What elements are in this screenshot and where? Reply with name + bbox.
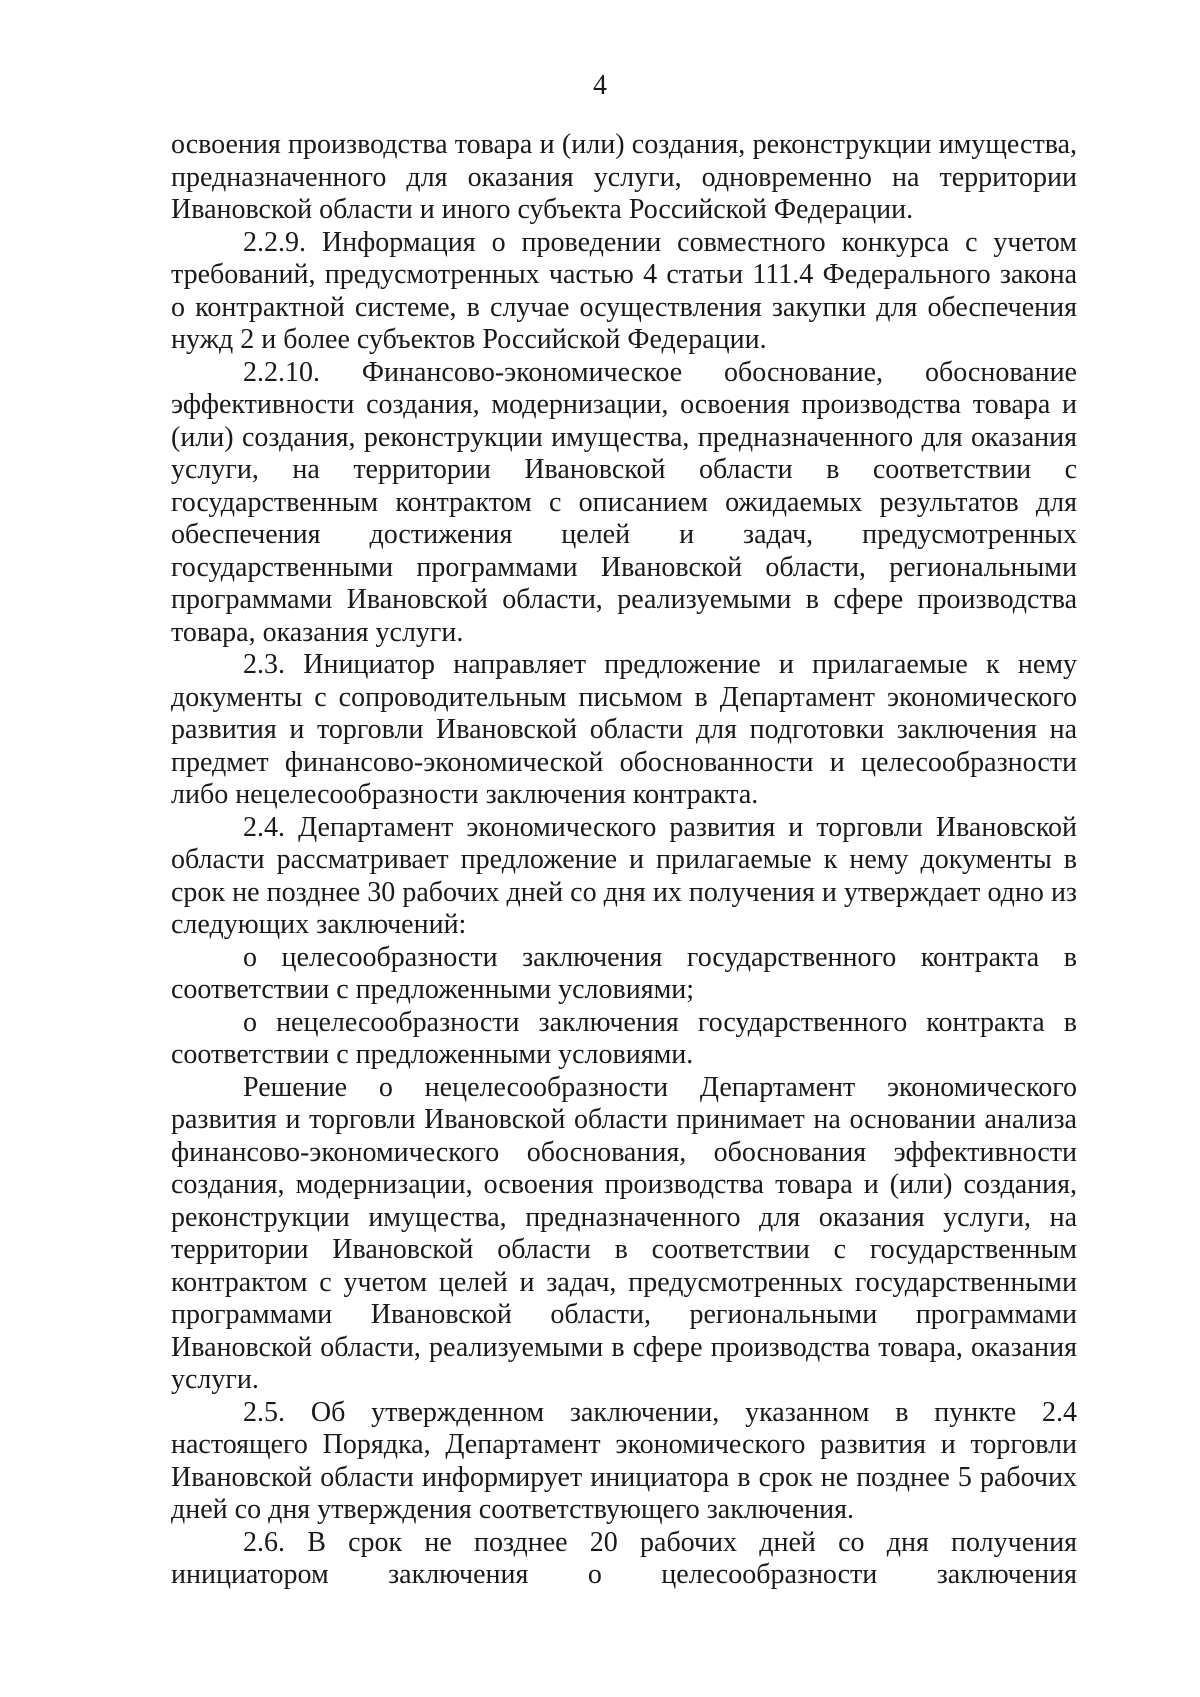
document-body (171, 129, 1077, 1592)
paragraph-2-3: 2.3. Инициатор направляет предложение и прилагаемые к нему документы с сопроводительным письмом в Департамент экономического развития и торговли Ивановской области для подготовки заключения на предмет финансово-экономической обоснованности и целесообразности либо нецелесообразности заключения контракта. (171, 649, 1077, 810)
paragraph-conclusion-expedient: о целесообразности заключения государственного контракта в соответствии с предложенными условиями; (171, 941, 1077, 1005)
paragraph-continuation: освоения производства товара и (или) создания, реконструкции имущества, предназначенного для оказания услуги, одновременно на территории Ивановской области и иного субъекта Российской Федерации. (171, 129, 1077, 225)
paragraph-2-6: 2.6. В срок не позднее 20 рабочих дней со дня получения инициатором заключения о целесообразности заключения (171, 1526, 1077, 1590)
paragraph-2-2-10: 2.2.10. Финансово-экономическое обоснование, обоснование эффективности создания, модернизации, освоения производства товара и (или) создания, реконструкции имущества, предназначенного для оказания услуги, на территории Ивановской области в соответствии с государственным контрактом с описанием ожидаемых результатов для обеспечения достижения целей и задач, предусмотренных государственными программами Ивановской области, региональными программами Ивановской области, реализуемыми в сфере производства товара, оказания услуги. (171, 356, 1077, 648)
paragraph-conclusion-inexpedient: о нецелесообразности заключения государственного контракта в соответствии с предложенными условиями. (171, 1006, 1077, 1070)
paragraph-2-5: 2.5. Об утвержденном заключении, указанном в пункте 2.4 настоящего Порядка, Департамент экономического развития и торговли Ивановской области информирует инициатора в срок не позднее 5 рабочих дней со дня утверждения соответствующего заключения. (171, 1396, 1077, 1525)
page-number: 4 (593, 70, 607, 101)
paragraph-2-2-9: 2.2.9. Информация о проведении совместного конкурса с учетом требований, предусмотренных частью 4 статьи 111.4 Федерального закона о контрактной системе, в случае осуществления закупки для обеспечения нужд 2 и более субъектов Российской Федерации. (171, 226, 1077, 355)
paragraph-decision: Решение о нецелесообразности Департамент экономического развития и торговли Ивановской области принимает на основании анализа финансово-экономического обоснования, обоснования эффективности создания, модернизации, освоения производства товара и (или) создания, реконструкции имущества, предназначенного для оказания услуги, на территории Ивановской области в соответствии с государственным контрактом с учетом целей и задач, предусмотренных государственными программами Ивановской области, региональными программами Ивановской области, реализуемыми в сфере производства товара, оказания услуги. (171, 1071, 1077, 1395)
paragraph-2-4: 2.4. Департамент экономического развития и торговли Ивановской области рассматривает предложение и прилагаемые к нему документы в срок не позднее 30 рабочих дней со дня их получения и утверждает одно из следующих заключений: (171, 811, 1077, 940)
